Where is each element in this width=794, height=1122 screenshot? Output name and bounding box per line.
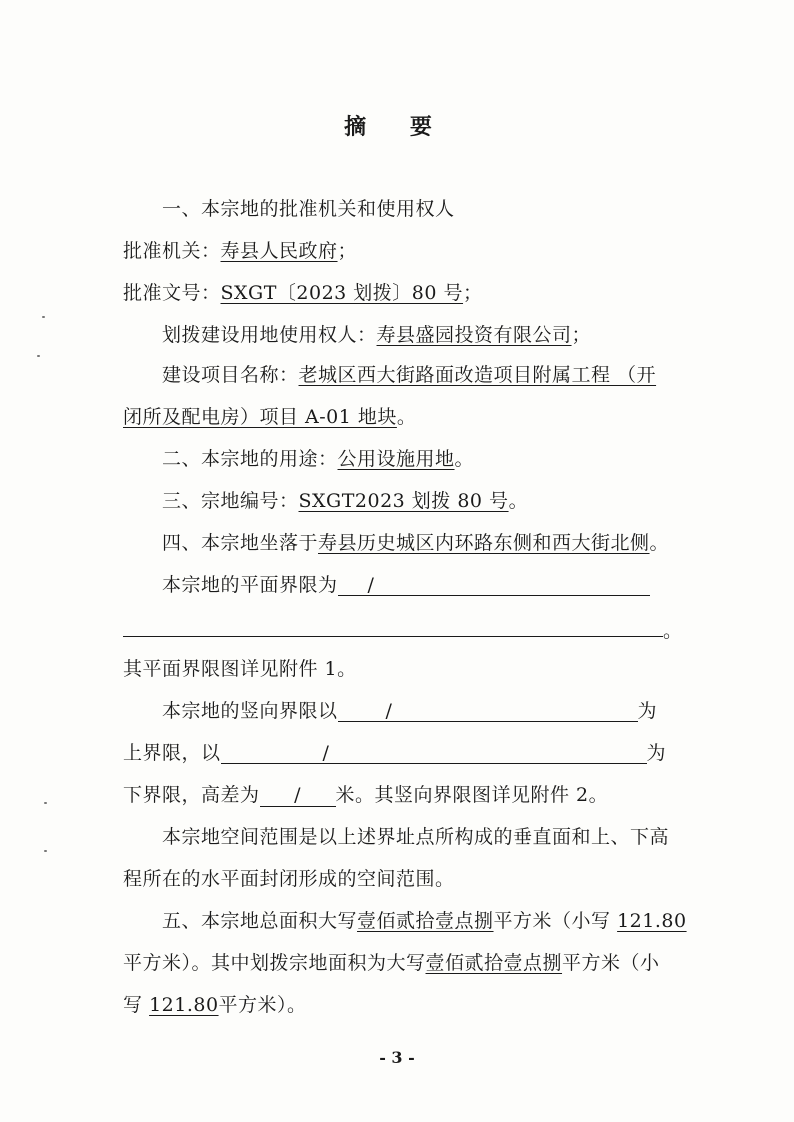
location-end: 。: [649, 532, 670, 554]
plane-boundary-row: [162, 572, 650, 598]
owner-label: 划拨建设用地使用权人：: [162, 324, 377, 346]
total-area-lower: 121.80: [617, 910, 687, 932]
doc-number-end: ；: [463, 282, 483, 304]
section1-heading: 一、本宗地的批准机关和使用权人: [162, 198, 455, 220]
approver-label: 批准机关：: [123, 240, 221, 262]
upper-as-label: 为: [637, 700, 658, 722]
space-range-line1: 本宗地空间范围是以上述界址点所构成的垂直面和上、下高: [162, 826, 670, 848]
space-range-line2: 程所在的水平面封闭形成的空间范围。: [123, 868, 455, 890]
project-value-line1: 老城区西大街路面改造项目附属工程 （开: [298, 364, 657, 386]
parcel-number-label: 三、宗地编号：: [162, 490, 299, 512]
scan-speck: [37, 355, 40, 357]
allocated-unit-label: 平方米（小: [562, 952, 660, 974]
usage-end: 。: [454, 448, 475, 470]
doc-number-value: SXGT〔2023 划拨〕80 号: [220, 282, 464, 304]
parcel-number-value: SXGT2023 划拨 80 号: [298, 490, 509, 512]
approver-row: [123, 238, 357, 264]
lower-boundary-row: [123, 782, 608, 808]
area-unit-label: 平方米（小写: [493, 910, 611, 932]
owner-value: 寿县盛园投资有限公司: [376, 324, 572, 346]
usage-label: 二、本宗地的用途：: [162, 448, 338, 470]
lower-as-label: 为: [646, 742, 667, 764]
vertical-boundary-label: 本宗地的竖向界限以: [162, 700, 338, 722]
scan-speck: [44, 802, 47, 804]
plane-boundary-blank-2: [123, 614, 663, 637]
plane-boundary-end: 。: [663, 620, 683, 642]
upper-boundary-row: [123, 740, 666, 766]
allocated-area-end: 平方米）。: [218, 994, 307, 1016]
upper-boundary-blank: /: [338, 700, 638, 722]
project-row-2: [123, 404, 416, 430]
upper-boundary-label: 上界限，以: [123, 742, 221, 764]
plane-boundary-row-2: [123, 614, 683, 644]
height-diff-blank: /: [260, 784, 336, 807]
doc-number-label: 批准文号：: [123, 282, 221, 304]
location-row: [162, 530, 669, 556]
location-label: 四、本宗地坐落于: [162, 532, 319, 554]
page-title: 摘 要: [344, 114, 450, 140]
area-row-3: [123, 992, 307, 1018]
plane-boundary-blank: /: [338, 574, 650, 596]
doc-number-row: [123, 280, 483, 306]
lower-boundary-label: 下界限，高差为: [123, 784, 260, 806]
lower-boundary-blank: /: [221, 742, 647, 764]
plane-boundary-label: 本宗地的平面界限为: [162, 574, 338, 596]
project-row: [162, 362, 656, 388]
page-number: - 3 -: [379, 1048, 415, 1067]
plane-note: 其平面界限图详见附件 1。: [123, 658, 357, 680]
area-label: 五、本宗地总面积大写: [162, 910, 358, 932]
parcel-number-end: 。: [508, 490, 529, 512]
owner-row: [162, 322, 591, 348]
total-area-upper: 壹佰贰拾壹点捌: [357, 910, 494, 932]
project-label: 建设项目名称：: [162, 364, 299, 386]
allocated-area-label: 平方米）。其中划拨宗地面积为大写: [123, 952, 426, 974]
owner-end: ；: [571, 324, 592, 346]
allocated-lower-label: 写: [123, 994, 143, 1016]
project-value-line2: 闭所及配电房）项目 A-01 地块: [123, 406, 397, 428]
project-end: 。: [396, 406, 417, 428]
area-row-1: [162, 908, 687, 934]
usage-value: 公用设施用地: [337, 448, 455, 470]
scan-speck: [44, 850, 47, 852]
allocated-area-upper: 壹佰贰拾壹点捌: [425, 952, 563, 974]
approver-end: ；: [337, 240, 358, 262]
allocated-area-lower: 121.80: [149, 994, 219, 1016]
location-value: 寿县历史城区内环路东侧和西大街北侧: [318, 532, 650, 554]
approver-value: 寿县人民政府: [220, 240, 338, 262]
usage-row: [162, 446, 474, 472]
vertical-boundary-row: [162, 698, 657, 724]
scan-speck: [42, 316, 45, 318]
area-row-2: [123, 950, 660, 976]
height-diff-note: 米。其竖向界限图详见附件 2。: [335, 784, 609, 806]
parcel-number-row: [162, 488, 528, 514]
